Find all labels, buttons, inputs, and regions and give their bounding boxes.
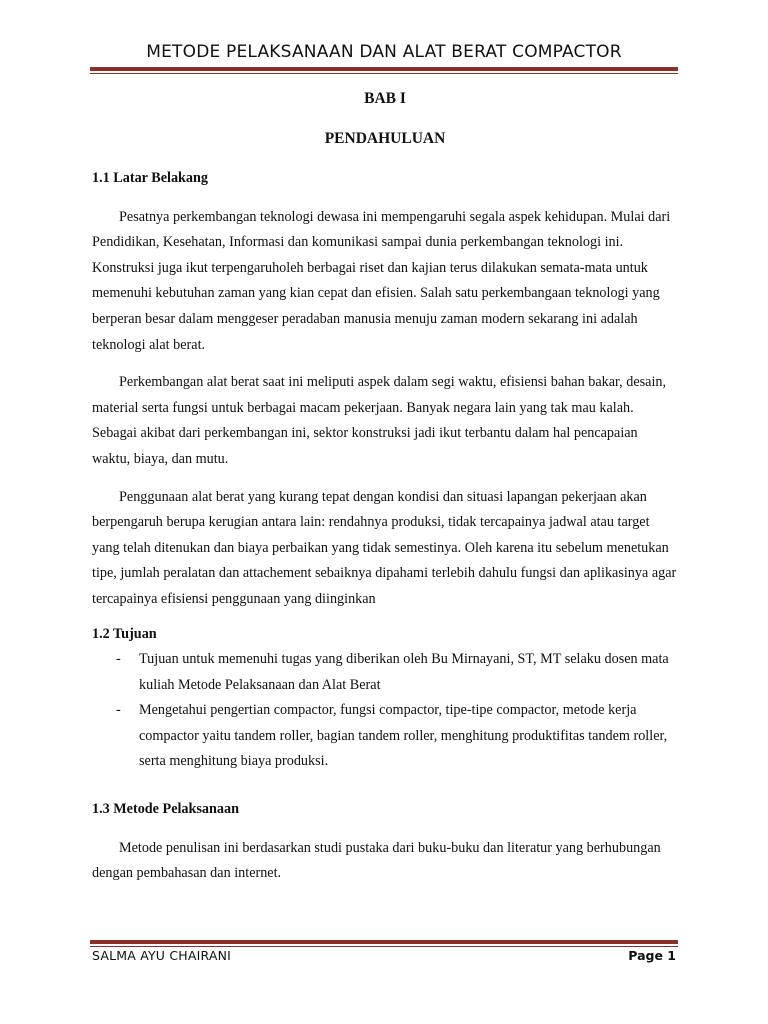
page-header-title: METODE PELAKSANAAN DAN ALAT BERAT COMPACTOR (146, 42, 622, 62)
list-bullet: - (116, 651, 121, 668)
list-bullet: - (116, 702, 121, 719)
list-item-text: Tujuan untuk memenuhi tugas yang diberikan oleh Bu Mirnayani, ST, MT selaku dosen mata kuliah Metode Pelaksanaan dan Alat Berat (139, 651, 669, 693)
list-item (92, 698, 678, 775)
list-item-text: Mengetahui pengertian compactor, fungsi compactor, tipe-tipe compactor, metode kerja compactor yaitu tandem roller, bagian tandem roller, menghitung produktifitas tandem roller, serta menghitung biaya produksi. (139, 702, 668, 770)
footer-rule (90, 940, 678, 947)
paragraph: Metode penulisan ini berdasarkan studi pustaka dari buku-buku dan literatur yang berhubungan dengan pembahasan dan internet. (92, 839, 661, 882)
section-heading-latar-belakang: 1.1 Latar Belakang (92, 170, 209, 186)
paragraph: Penggunaan alat berat yang kurang tepat dengan kondisi dan situasi lapangan pekerjaan akan berpengaruh berupa kerugian antara lain: rendahnya produksi, tidak tercapainya jadwal atau target yang telah ditenukan dan biaya perbaikan yang tidak semestinya. Oleh karena itu sebelum menetukan tipe, jumlah peralatan dan attachement sebaiknya dipahami terlebih dahulu fungsi dan aplikasinya agar tercapainya efisiensi penggunaan yang diinginkan (92, 488, 677, 607)
section-heading-tujuan: 1.2 Tujuan (92, 625, 157, 642)
chapter-number: BAB I (364, 90, 406, 107)
footer-author: SALMA AYU CHAIRANI (92, 948, 232, 963)
list-item (92, 647, 678, 698)
paragraph: Perkembangan alat berat saat ini meliputi aspek dalam segi waktu, efisiensi bahan bakar, desain, material serta fungsi untuk berbagai macam pekerjaan. Banyak negara lain yang tak mau kalah. Sebagai akibat dari perkembangan ini, sektor konstruksi jadi ikut terbantu dalam hal pencapaian waktu, biaya, dan mutu. (92, 374, 667, 467)
page-content (92, 88, 678, 887)
tujuan-list (92, 647, 678, 775)
footer-page-number: Page 1 (628, 948, 676, 963)
section-heading-metode: 1.3 Metode Pelaksanaan (92, 801, 239, 818)
header-rule (90, 67, 678, 74)
chapter-title: PENDAHULUAN (324, 130, 446, 147)
paragraph: Pesatnya perkembangan teknologi dewasa ini mempengaruhi segala aspek kehidupan. Mulai dari Pendidikan, Kesehatan, Informasi dan komunikasi sampai dunia perkembangan teknologi ini. Konstruksi juga ikut terpengaruholeh berbagai riset dan kajian terus dilakukan semata-mata untuk memenuhi kebutuhan zaman yang kian cepat dan efisien. Salah satu perkembangaan teknologi yang berperan besar dalam menggeser peradaban manusia menuju zaman modern sekarang ini adalah teknologi alat berat. (92, 208, 671, 353)
